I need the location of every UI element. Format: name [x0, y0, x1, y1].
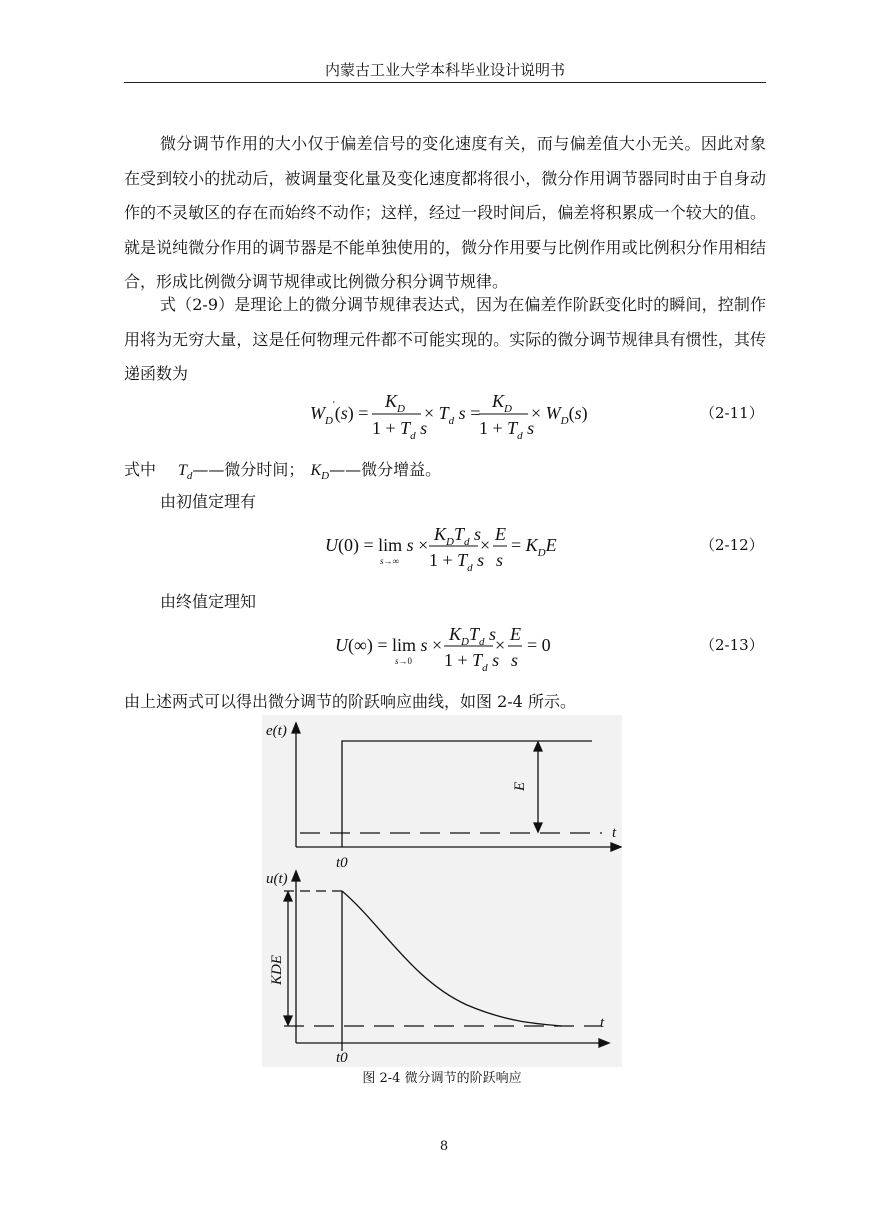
paragraph-transfer-function-intro: 式（2-9）是理论上的微分调节规律表达式，因为在偏差作阶跃变化时的瞬间，控制作用将为无穷大量，这是任何物理元件都不可能实现的。实际的微分调节规律具有惯性，其传递函数为 — [124, 295, 766, 383]
svg-text:×: × — [495, 635, 506, 655]
td-description: ——微分时间； — [192, 460, 305, 479]
svg-text:s→0: s→0 — [395, 656, 413, 666]
top-time-label: t — [612, 825, 617, 841]
page-header: 内蒙古工业大学本科毕业设计说明书 — [124, 58, 766, 83]
svg-text:U(∞) = lim s ×: U(∞) = lim s × — [335, 635, 443, 655]
paragraph-derivative-action: 微分调节作用的大小仅于偏差信号的变化速度有关，而与偏差值大小无关。因此对象在受到较小的扰动后，被调量变化量及变化速度都将很小，微分作用调节器同时由于自身动作的不灵敏区的存在而始终不动作；这样，经过一段时间后，偏差将积累成一个较大的值。就是说纯微分作用的调节器是不能单独使用的，微分作用要与比例作用或比例积分作用相结合，形成比例微分调节规律或比例微分积分调节规律。 — [124, 134, 766, 291]
svg-text:KD: $K_D$ — [492, 391, 512, 415]
svg-text:= 0: = 0 — [527, 635, 551, 655]
final-value-theorem-line: 由终值定理知 — [160, 592, 257, 611]
bottom-t0-label: t0 — [336, 1050, 348, 1066]
bottom-time-label: t — [600, 1015, 605, 1031]
svg-text:s→∞: s→∞ — [380, 556, 399, 566]
top-axis-label: e(t) — [266, 723, 287, 739]
bottom-axis-label: u(t) — [266, 871, 288, 887]
svg-text:× WD(s): × $W_D(s)$ — [531, 403, 588, 427]
svg-text:WD'(s) =: $W_D'(s)$ = — [310, 400, 369, 427]
peak-magnitude-label: KDE — [269, 955, 285, 985]
equation-2-12 — [325, 520, 585, 580]
svg-text:KDTd s: $K_DT_d$ s — [449, 624, 496, 648]
initial-value-theorem-line: 由初值定理有 — [160, 492, 257, 511]
svg-text:s: s — [496, 550, 504, 570]
svg-text:U(0) = lim s ×: U(0) = lim s × — [325, 535, 429, 555]
svg-text:s: s — [511, 650, 519, 670]
equation-number-2-11: （2-11） — [700, 404, 764, 422]
where-prefix: 式中 — [124, 460, 157, 479]
svg-text:1 + Td s: $1 + T_d$ s — [479, 418, 535, 442]
equation-number-2-13: （2-13） — [700, 636, 764, 654]
kd-description: ——微分增益。 — [329, 460, 442, 479]
svg-text:1 + Td s: $1 + T_d$ s — [429, 550, 485, 574]
step-magnitude-label: E — [512, 781, 528, 791]
page-number: 8 — [439, 1139, 449, 1154]
svg-text:KD: $K_D$ — [385, 391, 405, 415]
where-line: 式中 $T_d——$微分时间； $K_D——$微分增益。 — [124, 460, 442, 483]
svg-text:= KDE: = $K_DE$ — [511, 535, 557, 559]
svg-text:KDTd s: $K_DT_d$ s — [434, 524, 481, 548]
svg-text:1 + Td s: $1 + T_d$ s — [444, 650, 500, 674]
svg-text:E: E — [495, 524, 506, 544]
svg-text:×: × — [480, 535, 491, 555]
equation-2-13 — [335, 620, 565, 680]
svg-text:E: E — [510, 624, 521, 644]
step-response-figure — [262, 715, 622, 1067]
equation-2-11 — [300, 384, 600, 444]
svg-text:1 + Td s: $1 + T_d$ s — [372, 418, 428, 442]
figure-caption: 图 2-4 微分调节的阶跃响应 — [362, 1071, 522, 1086]
equation-number-2-12: （2-12） — [700, 536, 764, 554]
top-t0-label: t0 — [336, 855, 348, 871]
conclusion-line: 由上述两式可以得出微分调节的阶跃响应曲线，如图 2-4 所示。 — [124, 692, 576, 711]
svg-text:× Td s =: × $T_d$ s = — [424, 403, 481, 427]
